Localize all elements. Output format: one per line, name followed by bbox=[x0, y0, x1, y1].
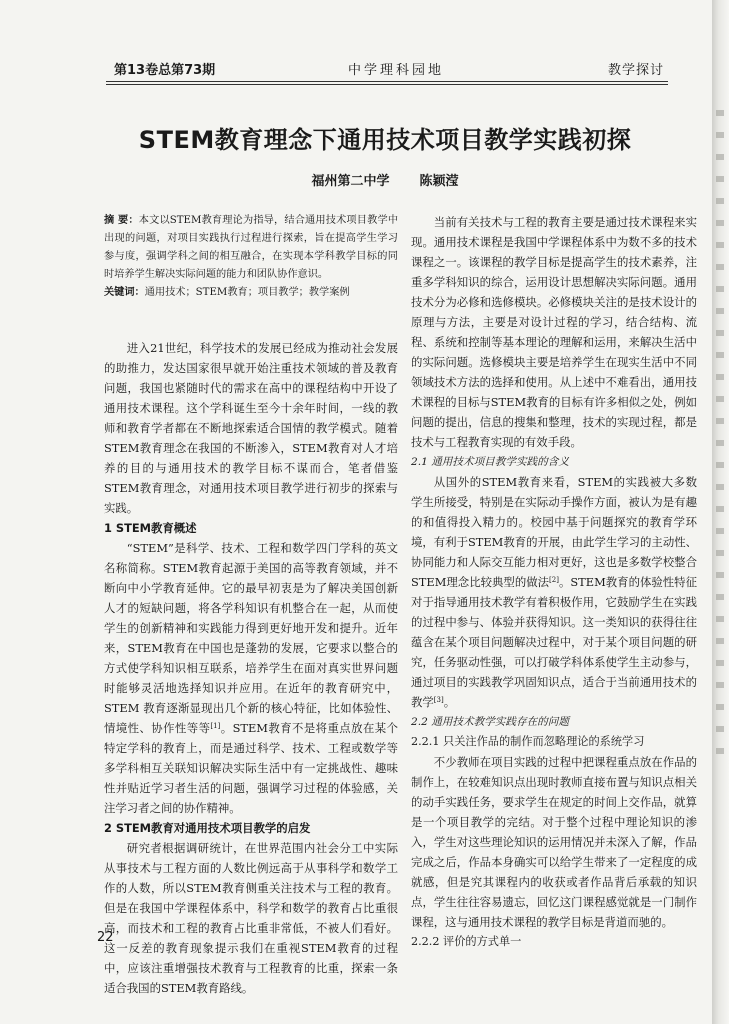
section221-paragraph: 不少教师在项目实践的过程中把课程重点放在作品的制作上，在较难知识点出现时教师直接布置与知识点相关的动手实践任务，要求学生在规定的时间上交作品，就算是一个项目教学的完结。对于整个过程中理论知识的渗入，学生对这些理论知识的运用情况并未深入了解，作品完成之后，作品本身确实可以给学生带来了一定程度的成就感，但是究其课程内的收获或者作品背后承载的知识点，学生往往容易遗忘，回忆这门课程感觉就是一门制作课程，这与通用技术课程的教学目标是背道而驰的。 bbox=[411, 755, 697, 929]
abstract bbox=[104, 212, 398, 302]
section-heading-2-2-2: 2.2.2 评价的方式单一 bbox=[411, 935, 522, 948]
header-rule-top bbox=[106, 81, 668, 82]
left-column bbox=[104, 212, 398, 998]
right-column bbox=[411, 212, 697, 952]
abstract-label: 摘 要： bbox=[104, 215, 139, 226]
byline bbox=[100, 170, 670, 189]
section21-text-a: 从国外的STEM教育来看，STEM的实践被大多数学生所接受，特别是在实际动手操作方面，被认为是有趣的和值得投入精力的。校园中基于问题探究的教育学环境，有利于STEM教育的开展，由此学生学习的主动性、协同能力和人际交互能力相对更好，这也是多数学校整合STEM理念比较典型的做法 bbox=[411, 475, 697, 589]
section-heading-2-2: 2.2 通用技术教学实践存在的问题 bbox=[411, 716, 569, 728]
section-heading-2: 2 STEM教育对通用技术项目教学的启发 bbox=[104, 821, 311, 835]
section-heading-2-2-1: 2.2.1 只关注作品的制作而忽略理论的系统学习 bbox=[411, 735, 645, 748]
section21-text-b: 。STEM教育的体验性特征对于指导通用技术教学有着积极作用，它鼓励学生在实践的过程中参与、体验并获得知识。这一类知识的获得往往蕴含在某个项目问题解决过程中，对于某个项目问题的研究，任务驱动性强，可以打破学科体系使学生主动参与，通过项目的实践教学巩固知识点，适合于当前通用技术的教学 bbox=[411, 575, 697, 709]
section-heading-1: 1 STEM教育概述 bbox=[104, 521, 197, 535]
section-heading-2-1: 2.1 通用技术项目教学实践的含义 bbox=[411, 456, 569, 468]
keywords-text: 通用技术；STEM教育；项目教学；教学案例 bbox=[144, 287, 350, 298]
citation-2: [2] bbox=[549, 576, 559, 584]
section21-text-c: 。 bbox=[443, 695, 456, 709]
intro-paragraph: 进入21世纪，科学技术的发展已经成为推动社会发展的助推力，发达国家很早就开始注重技术领域的普及教育问题，我国也紧随时代的需求在高中的课程结构中开设了通用技术课程。这个学科诞生至今十余年时间，一线的教师和教育学者都在不断地探索适合国情的教学模式。随着STEM教育理念在我国的不断渗入，STEM教育对人才培养的目的与通用技术的教学目标不谋而合，笔者借鉴STEM教育理念，对通用技术项目教学进行初步的探索与实践。 bbox=[104, 341, 398, 515]
section21-paragraph bbox=[411, 472, 697, 712]
citation-1: [1] bbox=[210, 722, 221, 730]
abstract-text: 本文以STEM教育理论为指导，结合通用技术项目教学中出现的问题，对项目实践执行过程进行探索，旨在提高学生学习参与度，强调学科之间的相互融合，在实现本学科教学目标的同时培养学生解决实际问题的能力和团队协作意识。 bbox=[104, 215, 399, 280]
page-number: 22 bbox=[97, 930, 114, 945]
header-rule-bottom bbox=[106, 84, 668, 85]
journal-name: 中学理科园地 bbox=[348, 63, 445, 78]
section1-text-a: “STEM”是科学、技术、工程和数学四门学科的英文名称简称。STEM教育起源于美国的高等教育领域，并不断向中小学教育延伸。它的最早初衷是为了解决美国创新人才的短缺问题，将各学科知识有机整合在一起，从而使学生的创新精神和实践能力得到更好地开发和提升。近年来，STEM教育在中国也是蓬勃的发展，它要求以整合的方式使学科知识相互联系，培养学生在面对真实世界问题时能够灵活地选择知识并应用。在近年的教育研究中，STEM 教育逐渐显现出几个新的核心特征，比如体验性、情境性、协作性等等 bbox=[104, 541, 398, 735]
author-affiliation: 福州第二中学 bbox=[311, 174, 390, 189]
section1-paragraph bbox=[104, 538, 398, 818]
article-title: STEM教育理念下通用技术项目教学实践初探 bbox=[138, 126, 632, 154]
facing-page-edge bbox=[712, 0, 729, 1024]
citation-3: [3] bbox=[433, 696, 444, 704]
abstract-spacer bbox=[104, 310, 398, 338]
section2-paragraph-a: 研究者根据调研统计，在世界范围内社会分工中实际从事技术与工程方面的人数比例远高于从事科学和数学工作的人数，所以STEM教育侧重关注技术与工程的教育。但是在我国中学课程体系中，科学和数学的教育占比重很高，而技术和工程的教育占比重非常低，不被人们看好。这一反差的教育现象提示我们在重视STEM教育的过程中，应该注重增强技术教育与工程教育的比重，探索一条适合我国的STEM教育路线。 bbox=[104, 841, 398, 995]
issue-info: 第13卷总第73期 bbox=[114, 63, 216, 78]
keywords-label: 关键词： bbox=[104, 287, 145, 298]
running-header bbox=[106, 56, 666, 78]
author-name: 陈颖滢 bbox=[419, 174, 459, 189]
section2-paragraph-b: 当前有关技术与工程的教育主要是通过技术课程来实现。通用技术课程是我国中学课程体系中为数不多的技术课程之一。该课程的教学目标是提高学生的技术素养，注重多学科知识的综合，运用设计思想解决实际问题。通用技术分为必修和选修模块。必修模块关注的是技术设计的原理与方法，主要是对设计过程的学习，结合结构、流程、系统和控制等基本理论的理解和运用，来解决生活中的实际问题。选修模块主要是培养学生在现实生活中不同领域技术方法的选择和使用。从上述中不难看出，通用技术课程的目标与STEM教育的目标有许多相似之处，例如问题的提出，信息的搜集和整理，技术的实现过程，都是技术与工程教育实现的有效手段。 bbox=[411, 215, 697, 449]
section-name: 教学探讨 bbox=[607, 63, 664, 78]
section1-text-b: 。STEM教育不是将重点放在某个特定学科的教育上，而是通过科学、技术、工程或数学等多学科相互关联知识解决实际生活中有一定挑战性、趣味性并贴近学习者生活的问题，强调学习过程的体验感，关注学习者之间的协作精神。 bbox=[104, 721, 398, 815]
